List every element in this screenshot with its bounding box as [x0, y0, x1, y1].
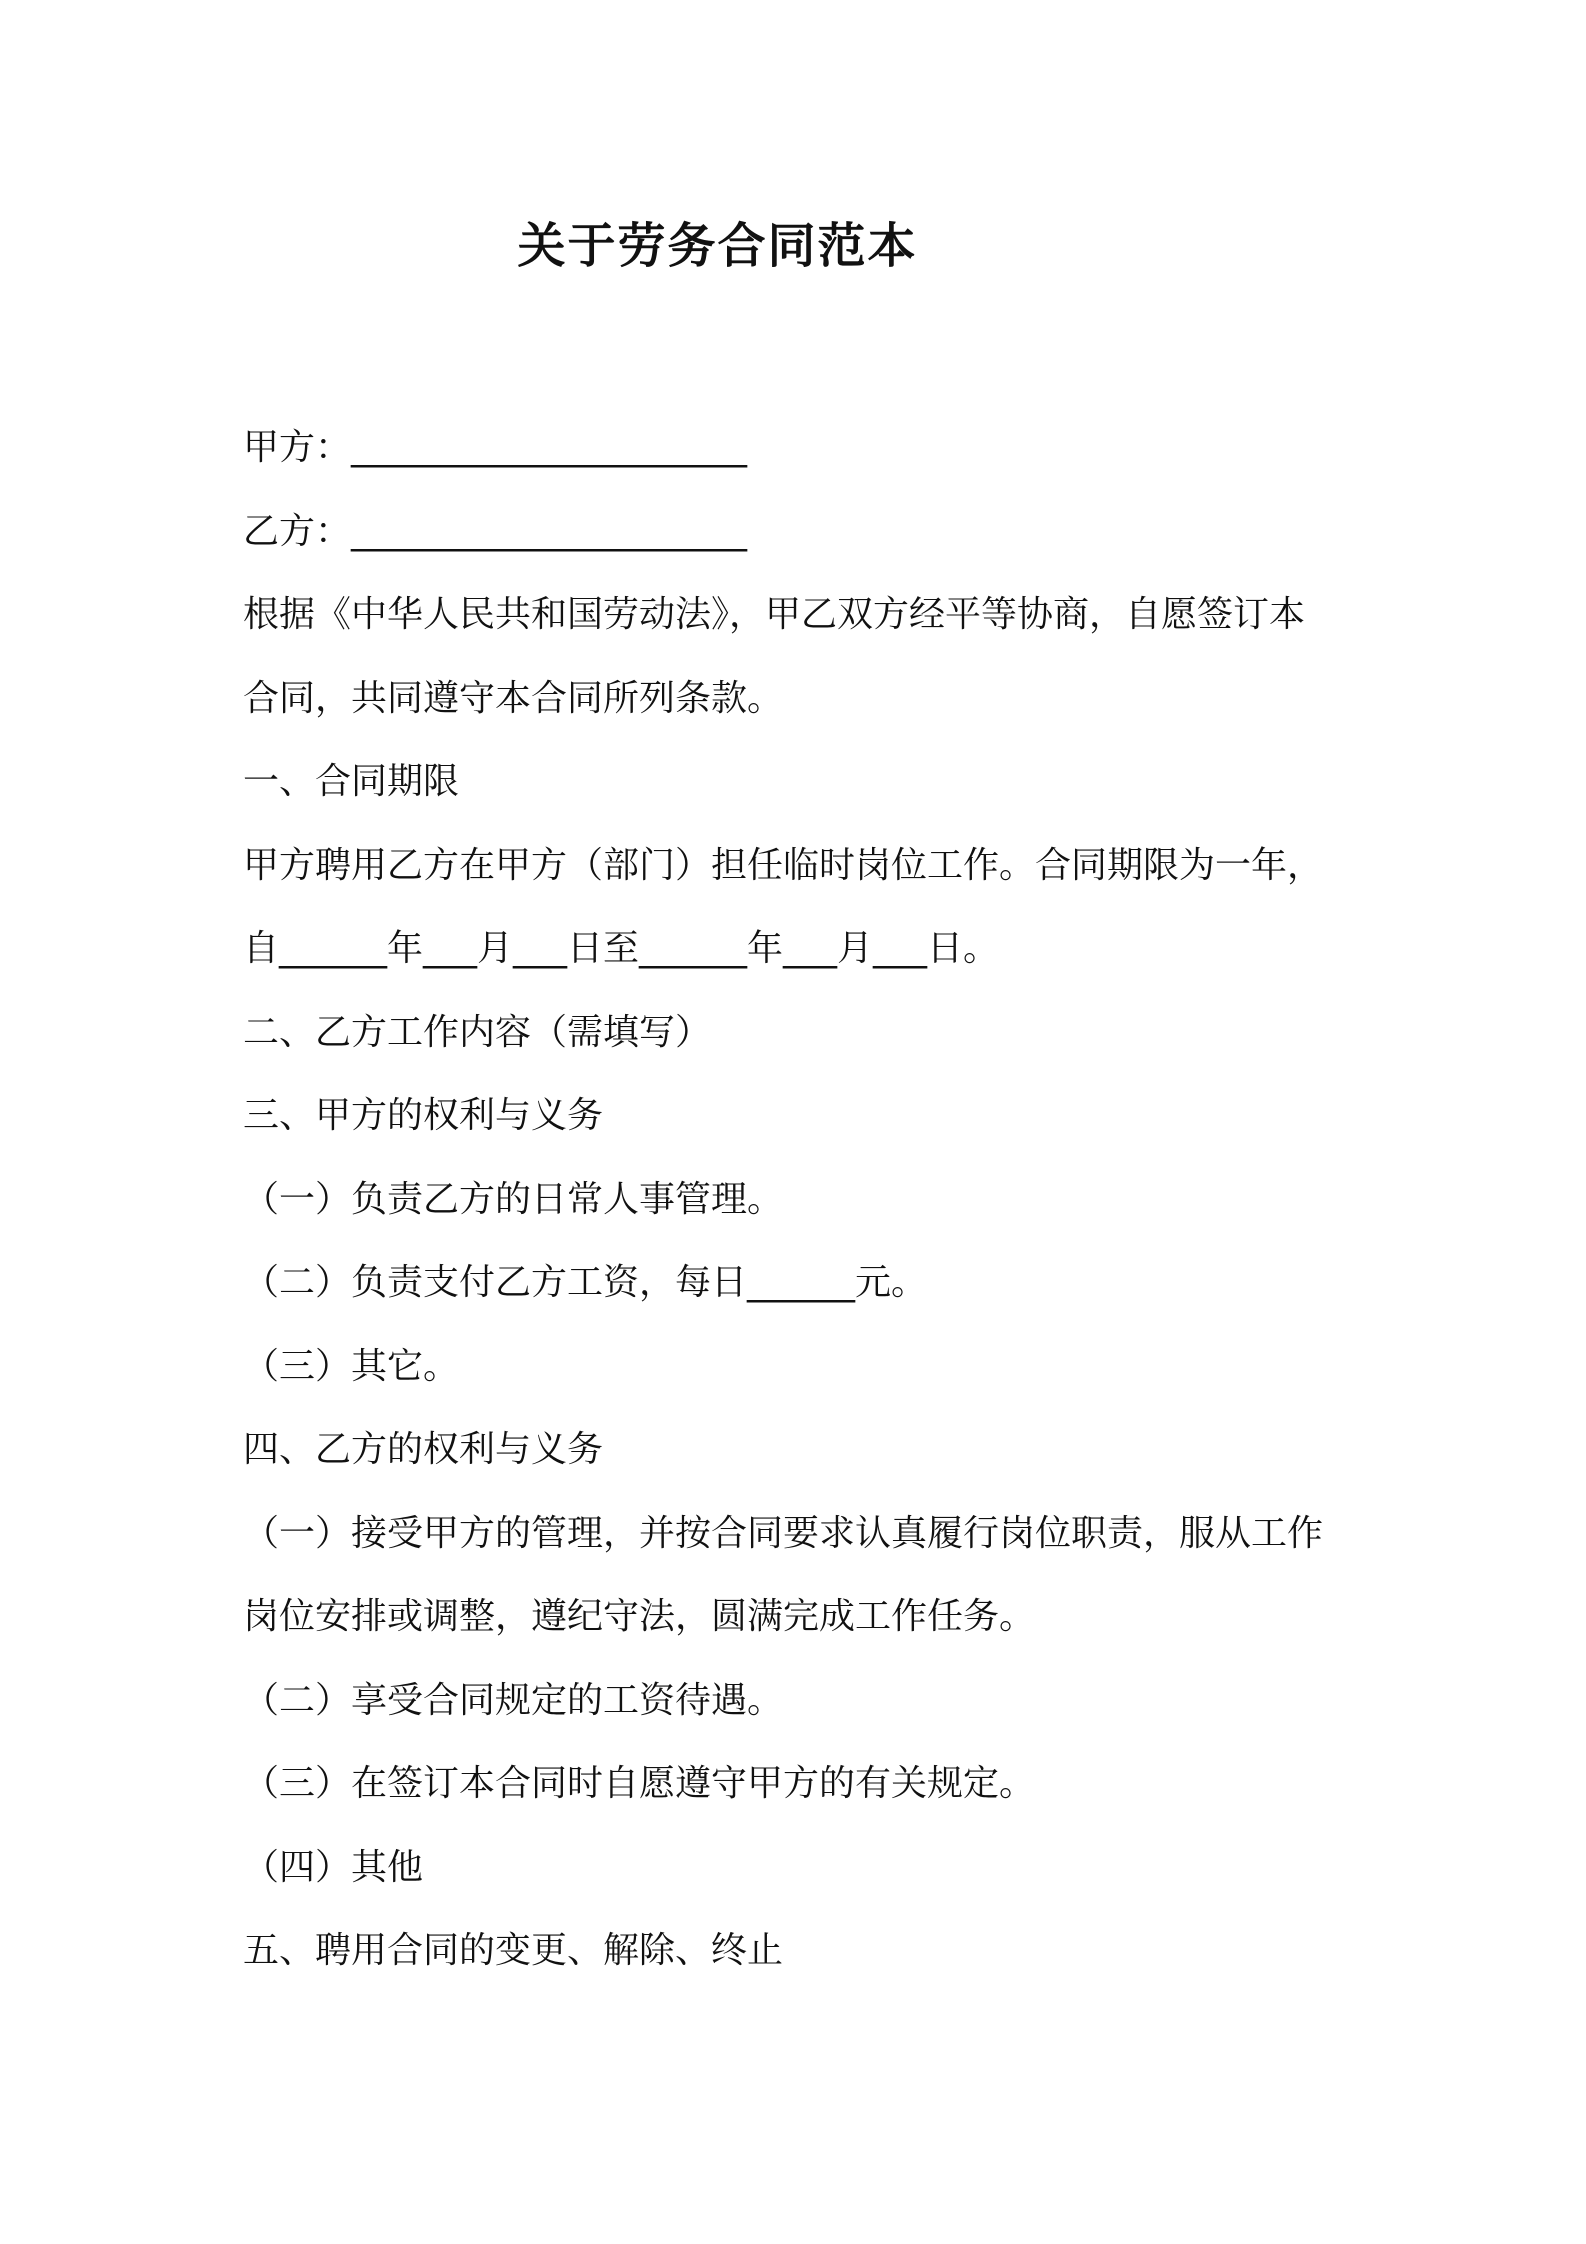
document-title: 关于劳务合同范本 [517, 218, 918, 274]
section-1-text-line-2: 自______年___月___日至______年___月___日。 [243, 928, 999, 969]
section-3-heading: 三、甲方的权利与义务 [243, 1095, 604, 1136]
section-3-item-1: （一）负责乙方的日常人事管理。 [243, 1178, 784, 1220]
section-5-heading: 五、聘用合同的变更、解除、终止 [243, 1930, 784, 1971]
section-2-heading: 二、乙方工作内容（需填写） [243, 1011, 712, 1053]
section-3-item-2: （二）负责支付乙方工资，每日______元。 [243, 1262, 928, 1303]
document-body [243, 406, 1363, 1993]
section-4-item-1-line-1: （一）接受甲方的管理，并按合同要求认真履行岗位职责，服从工作 [243, 1512, 1324, 1554]
party-a-line: 甲方：______________________ [243, 427, 748, 468]
section-3-item-3: （三）其它。 [243, 1345, 460, 1387]
section-4-item-3: （三）在签订本合同时自愿遵守甲方的有关规定。 [243, 1763, 1036, 1804]
section-4-item-1-line-2: 岗位安排或调整，遵纪守法，圆满完成工作任务。 [243, 1596, 1036, 1637]
section-1-text-line-1: 甲方聘用乙方在甲方（部门）担任临时岗位工作。合同期限为一年， [243, 844, 1324, 886]
section-4-item-2: （二）享受合同规定的工资待遇。 [243, 1679, 784, 1721]
preamble-line-2: 合同，共同遵守本合同所列条款。 [243, 677, 784, 719]
section-4-heading: 四、乙方的权利与义务 [243, 1429, 604, 1470]
party-b-line: 乙方：______________________ [243, 510, 748, 552]
section-1-heading: 一、合同期限 [243, 761, 460, 802]
preamble-line-1: 根据《中华人民共和国劳动法》，甲乙双方经平等协商，自愿签订本 [243, 594, 1306, 635]
section-4-item-4: （四）其他 [243, 1846, 424, 1888]
